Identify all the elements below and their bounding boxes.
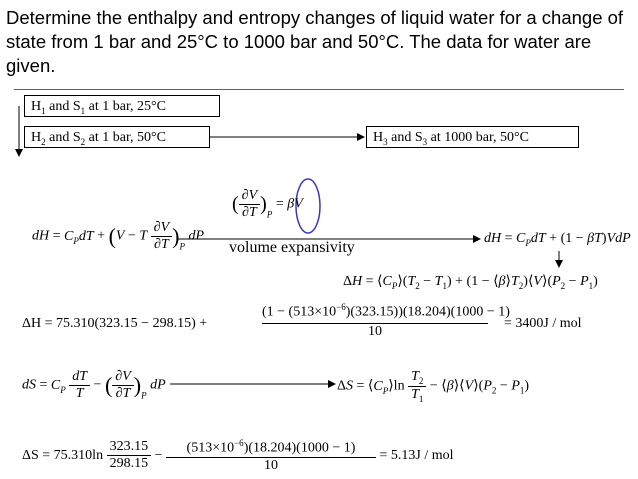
deltaH-result: = 3400J / mol [504,316,582,331]
deltaH-general-eq: $\Delta H = ⟨C_P⟩(T_2 - T_1) + (1$ − $⟨\beta⟩T_2)⟨V⟩(P_2 - P_1)$ [343,274,598,291]
dH-general-eq: dH = $C_PdT + (V - T$ $\frac{\partial V}{\partial T}$ )$_P$ dP [32,220,205,252]
deltaH-numeric-fraction [262,302,510,340]
deltaS-general-eq: $\Delta S = ⟨C_P⟩\ln$ $\frac{T_2}{T_1}$ − $⟨\beta⟩⟨V⟩(P_2 - P_1)$ [337,369,530,404]
deltaS-numerator: $(513\times 10^{-6})(18.204)(1000 - 1)$ [166,438,376,458]
dS-general-eq: dS = $C_P$ $\frac{dT}{T}$ − ( $\frac{\partial V}{\partial T}$ )$_P$ dP [22,369,166,401]
state-box-2-label: $H_2$ and $S_2$ at 1 bar, 50°C [31,130,166,147]
volume-expansivity-eq: ( $\frac{\partial V}{\partial T}$ )$_P = \beta V$ [232,188,303,220]
deltaH-numerator: $(1 - (513\times 10^{-6})(323.15))(18.204)(1000 - 1)$ [262,302,488,324]
state-box-3-label: $H_3$ and $S_3$ at 1000 bar, 50°C [373,130,529,147]
deltaS-denominator: 10 [263,457,278,473]
problem-statement: Determine the enthalpy and entropy changes of liquid water for a change of state from 1 bar and 25°C to 1000 bar and 50°C. The data for water are given. [6,7,624,76]
deltaS-numeric-eq: ΔS = 75.310ln $\frac{323.15}{298.15}$ − $\frac{(513\times 10^{-6})(18.204)(1000 - 1)}{10}$ = 5.13J / mol [22,438,454,473]
deltaH-numeric-left: ΔH = 75.310(323.15 − 298.15) + [22,316,208,331]
dH-result-eq: dH = $C_PdT + (1 - \beta T)VdP$ [484,231,631,248]
deltaS-numeric-left: ΔS = 75.310ln [22,448,104,464]
deltaS-frac-bottom: 298.15 [109,456,149,472]
state-box-1-label: $H_1$ and $S_1$ at 1 bar, 25°C [31,99,166,116]
deltaH-denominator: 10 [368,323,382,339]
volume-expansivity-label: volume expansivity [229,239,355,256]
deltaS-frac-top: 323.15 [107,439,152,456]
deltaS-result: = 5.13J / mol [379,448,454,464]
